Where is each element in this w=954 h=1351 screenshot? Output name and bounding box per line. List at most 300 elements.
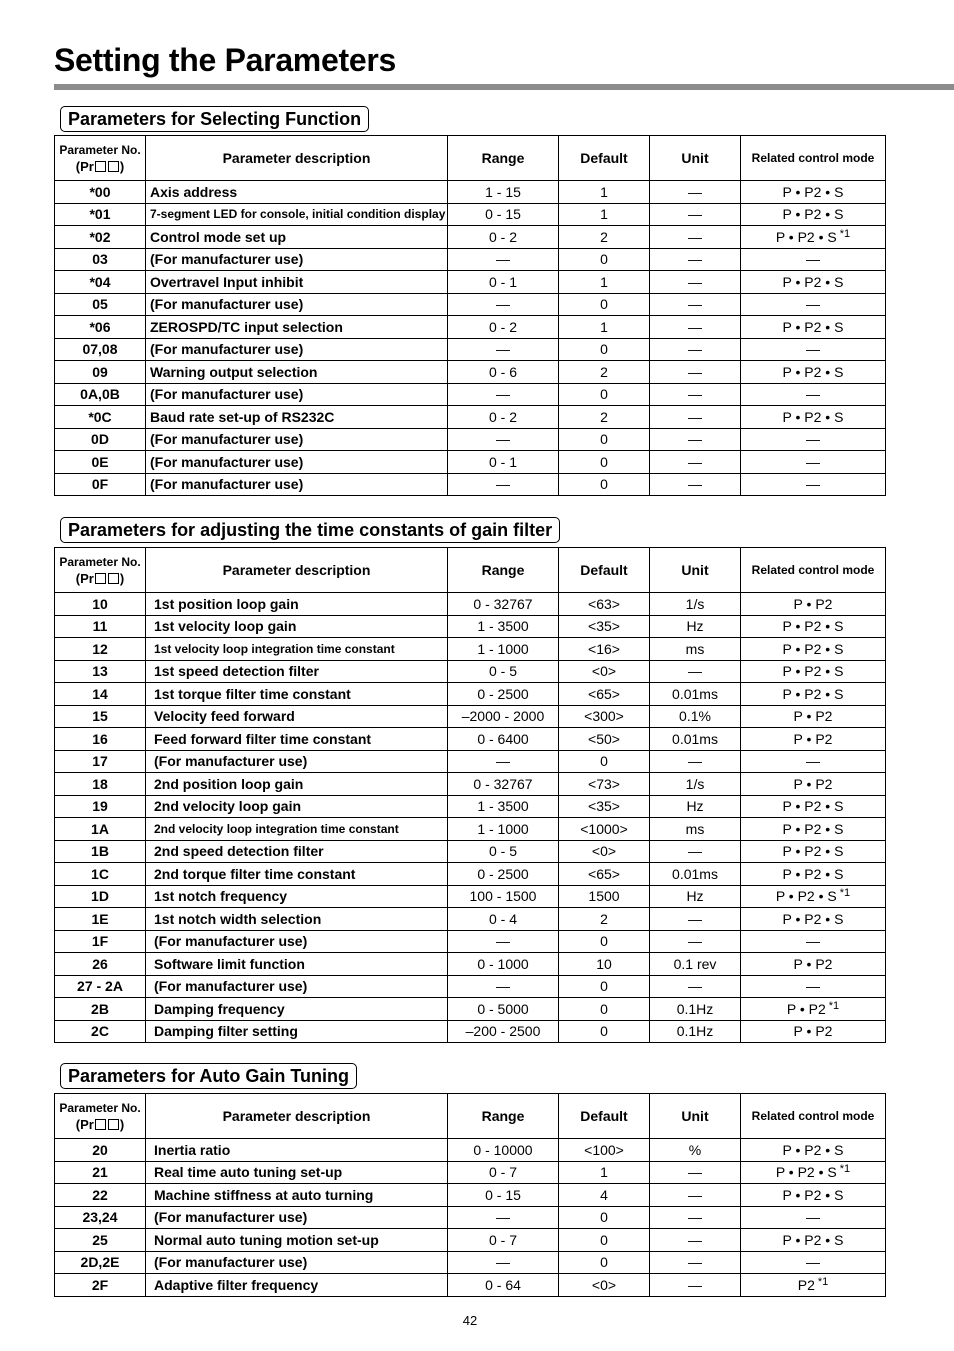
range-cell: –200 - 2500 xyxy=(448,1020,559,1043)
table-row xyxy=(55,1251,886,1274)
control-mode-cell xyxy=(741,885,886,908)
unit-cell: 1/s xyxy=(650,593,741,616)
control-mode-cell xyxy=(741,181,886,204)
unit-cell: — xyxy=(650,361,741,384)
control-mode-value: P • P2 • S xyxy=(782,820,844,837)
control-mode-cell xyxy=(741,975,886,998)
table-row xyxy=(55,728,886,751)
range-cell: 0 - 1 xyxy=(448,451,559,474)
control-mode-cell xyxy=(741,1184,886,1207)
unit-cell: 0.01ms xyxy=(650,728,741,751)
param-description-cell: (For manufacturer use) xyxy=(146,338,448,361)
default-cell: 2 xyxy=(559,226,650,249)
table-row xyxy=(55,1139,886,1162)
range-cell: 0 - 4 xyxy=(448,908,559,931)
unit-cell: — xyxy=(650,338,741,361)
table-row xyxy=(55,705,886,728)
control-mode-value: P • P2 • S xyxy=(782,618,844,635)
control-mode-cell xyxy=(741,428,886,451)
header-description: Parameter description xyxy=(146,136,448,181)
range-cell: 1 - 1000 xyxy=(448,818,559,841)
unit-cell: Hz xyxy=(650,615,741,638)
range-cell: 0 - 2 xyxy=(448,316,559,339)
param-no-cell: 2F xyxy=(55,1274,146,1297)
unit-cell: — xyxy=(650,750,741,773)
unit-cell: — xyxy=(650,203,741,226)
title-rule xyxy=(54,84,954,90)
param-no-cell: 10 xyxy=(55,593,146,616)
param-description-cell: Software limit function xyxy=(146,953,448,976)
default-cell: <100> xyxy=(559,1139,650,1162)
control-mode-cell xyxy=(741,660,886,683)
param-no-cell: 1D xyxy=(55,885,146,908)
control-mode-value: P • P2 xyxy=(793,775,833,792)
control-mode-value: P • P2 • S xyxy=(782,798,844,815)
table-row xyxy=(55,293,886,316)
default-cell: 2 xyxy=(559,406,650,429)
default-cell: 0 xyxy=(559,1020,650,1043)
control-mode-cell xyxy=(741,473,886,496)
table-row xyxy=(55,750,886,773)
default-cell: 0 xyxy=(559,1206,650,1229)
table-row xyxy=(55,683,886,706)
control-mode-value: — xyxy=(806,1254,820,1271)
control-mode-value: — xyxy=(806,431,820,448)
digit-box-icon xyxy=(108,161,119,172)
table-row xyxy=(55,660,886,683)
digit-box-icon xyxy=(108,1119,119,1130)
unit-cell: — xyxy=(650,930,741,953)
param-no-cell: 2D,2E xyxy=(55,1251,146,1274)
range-cell: — xyxy=(448,338,559,361)
control-mode-cell xyxy=(741,226,886,249)
page-number: 42 xyxy=(462,1313,478,1328)
range-cell: 0 - 32767 xyxy=(448,593,559,616)
range-cell: 1 - 3500 xyxy=(448,615,559,638)
range-cell: 0 - 32767 xyxy=(448,773,559,796)
table-row xyxy=(55,975,886,998)
default-cell: <16> xyxy=(559,638,650,661)
section-title-auto-gain-tuning: Parameters for Auto Gain Tuning xyxy=(60,1063,357,1089)
default-cell: <0> xyxy=(559,840,650,863)
param-no-cell: 12 xyxy=(55,638,146,661)
param-no-cell: *01 xyxy=(55,203,146,226)
control-mode-value: P • P2 • S xyxy=(782,1231,844,1248)
control-mode-cell xyxy=(741,271,886,294)
footnote-marker: *1 xyxy=(828,999,840,1012)
unit-cell: 0.01ms xyxy=(650,863,741,886)
table-row xyxy=(55,840,886,863)
control-mode-value: P • P2 • S xyxy=(782,910,844,927)
control-mode-cell xyxy=(741,773,886,796)
unit-cell: — xyxy=(650,226,741,249)
header-param-no-label: Parameter No. xyxy=(59,142,141,157)
param-description-cell: 2nd velocity loop gain xyxy=(146,795,448,818)
param-description-cell: 2nd velocity loop integration time constant xyxy=(146,818,448,841)
header-param-no xyxy=(55,1094,146,1139)
unit-cell: ms xyxy=(650,818,741,841)
param-no-cell: *04 xyxy=(55,271,146,294)
control-mode-value: P • P2 xyxy=(793,708,833,725)
param-description-cell: (For manufacturer use) xyxy=(146,293,448,316)
default-cell: 1500 xyxy=(559,885,650,908)
control-mode-cell xyxy=(741,795,886,818)
param-description-cell: (For manufacturer use) xyxy=(146,930,448,953)
unit-cell: % xyxy=(650,1139,741,1162)
page-title: Setting the Parameters xyxy=(54,42,396,78)
default-cell: 0 xyxy=(559,998,650,1021)
param-no-cell: 21 xyxy=(55,1161,146,1184)
default-cell: 2 xyxy=(559,361,650,384)
param-no-cell: 27 - 2A xyxy=(55,975,146,998)
param-no-cell: *00 xyxy=(55,181,146,204)
header-related-mode: Related control mode xyxy=(741,1094,886,1139)
control-mode-value: — xyxy=(806,978,820,995)
header-unit: Unit xyxy=(650,548,741,593)
unit-cell: 0.1Hz xyxy=(650,998,741,1021)
control-mode-cell xyxy=(741,1206,886,1229)
control-mode-value: — xyxy=(806,476,820,493)
unit-cell: — xyxy=(650,1161,741,1184)
unit-cell: 0.1% xyxy=(650,705,741,728)
table-header-row xyxy=(55,548,886,593)
table-row xyxy=(55,615,886,638)
control-mode-cell xyxy=(741,361,886,384)
unit-cell: — xyxy=(650,1206,741,1229)
control-mode-value: — xyxy=(806,341,820,358)
control-mode-value: P • P2 • S xyxy=(782,408,844,425)
param-no-cell: 0E xyxy=(55,451,146,474)
table-row xyxy=(55,885,886,908)
param-no-cell: *06 xyxy=(55,316,146,339)
control-mode-cell xyxy=(741,338,886,361)
unit-cell: — xyxy=(650,428,741,451)
table-auto-gain-tuning xyxy=(54,1093,886,1297)
param-description-cell: (For manufacturer use) xyxy=(146,1251,448,1274)
range-cell: 0 - 5 xyxy=(448,840,559,863)
param-no-cell: 1C xyxy=(55,863,146,886)
table-row xyxy=(55,638,886,661)
header-param-no-suffix: ) xyxy=(119,1116,125,1132)
control-mode-value: P • P2 • S xyxy=(782,685,844,702)
param-description-cell: (For manufacturer use) xyxy=(146,1206,448,1229)
range-cell: 0 - 15 xyxy=(448,203,559,226)
range-cell: — xyxy=(448,293,559,316)
header-range: Range xyxy=(448,548,559,593)
param-description-cell: 1st velocity loop gain xyxy=(146,615,448,638)
param-no-cell: 19 xyxy=(55,795,146,818)
table-row xyxy=(55,953,886,976)
param-description-cell: (For manufacturer use) xyxy=(146,750,448,773)
param-description-cell: Real time auto tuning set-up xyxy=(146,1161,448,1184)
control-mode-value: P • P2 • S xyxy=(782,206,844,223)
table-row xyxy=(55,338,886,361)
control-mode-value: — xyxy=(806,753,820,770)
range-cell: 0 - 1000 xyxy=(448,953,559,976)
table-row xyxy=(55,181,886,204)
param-no-cell: 0A,0B xyxy=(55,383,146,406)
control-mode-cell xyxy=(741,705,886,728)
control-mode-cell xyxy=(741,728,886,751)
range-cell: 1 - 15 xyxy=(448,181,559,204)
unit-cell: — xyxy=(650,451,741,474)
param-description-cell: ZEROSPD/TC input selection xyxy=(146,316,448,339)
table-row xyxy=(55,451,886,474)
control-mode-value: — xyxy=(806,386,820,403)
default-cell: 0 xyxy=(559,451,650,474)
default-cell: 0 xyxy=(559,428,650,451)
table-row xyxy=(55,998,886,1021)
control-mode-value: P • P2 xyxy=(786,1000,826,1017)
control-mode-value: P • P2 • S xyxy=(782,663,844,680)
param-no-cell: 23,24 xyxy=(55,1206,146,1229)
header-range: Range xyxy=(448,136,559,181)
header-default: Default xyxy=(559,548,650,593)
control-mode-value: P2 xyxy=(797,1276,815,1293)
unit-cell: — xyxy=(650,1229,741,1252)
range-cell: 0 - 7 xyxy=(448,1229,559,1252)
control-mode-value: P • P2 • S xyxy=(782,273,844,290)
digit-box-icon xyxy=(95,573,106,584)
param-description-cell: Adaptive filter frequency xyxy=(146,1274,448,1297)
control-mode-cell xyxy=(741,1229,886,1252)
control-mode-value: P • P2 xyxy=(793,595,833,612)
param-description-cell: 7-segment LED for console, initial condition display xyxy=(146,203,448,226)
default-cell: 0 xyxy=(559,750,650,773)
default-cell: 0 xyxy=(559,293,650,316)
param-description-cell: 1st notch width selection xyxy=(146,908,448,931)
table-row xyxy=(55,1274,886,1297)
default-cell: 10 xyxy=(559,953,650,976)
range-cell: — xyxy=(448,975,559,998)
control-mode-cell xyxy=(741,683,886,706)
param-description-cell: Warning output selection xyxy=(146,361,448,384)
param-no-cell: 2C xyxy=(55,1020,146,1043)
header-related-mode: Related control mode xyxy=(741,548,886,593)
param-no-cell: 09 xyxy=(55,361,146,384)
default-cell: <35> xyxy=(559,615,650,638)
table-row xyxy=(55,383,886,406)
param-description-cell: Machine stiffness at auto turning xyxy=(146,1184,448,1207)
default-cell: 0 xyxy=(559,338,650,361)
control-mode-value: P • P2 • S xyxy=(782,843,844,860)
control-mode-value: — xyxy=(806,251,820,268)
unit-cell: ms xyxy=(650,638,741,661)
param-description-cell: (For manufacturer use) xyxy=(146,428,448,451)
param-description-cell: Baud rate set-up of RS232C xyxy=(146,406,448,429)
control-mode-cell xyxy=(741,750,886,773)
table-row xyxy=(55,1161,886,1184)
param-description-cell: (For manufacturer use) xyxy=(146,975,448,998)
default-cell: <63> xyxy=(559,593,650,616)
header-param-no xyxy=(55,136,146,181)
unit-cell: — xyxy=(650,293,741,316)
header-unit: Unit xyxy=(650,1094,741,1139)
header-param-no-suffix: ) xyxy=(119,158,125,174)
default-cell: 0 xyxy=(559,383,650,406)
default-cell: <35> xyxy=(559,795,650,818)
control-mode-cell xyxy=(741,1139,886,1162)
range-cell: 100 - 1500 xyxy=(448,885,559,908)
table-row xyxy=(55,930,886,953)
unit-cell: Hz xyxy=(650,885,741,908)
range-cell: 0 - 64 xyxy=(448,1274,559,1297)
unit-cell: — xyxy=(650,975,741,998)
range-cell: — xyxy=(448,473,559,496)
control-mode-cell xyxy=(741,451,886,474)
default-cell: 0 xyxy=(559,975,650,998)
control-mode-value: P • P2 • S xyxy=(782,1141,844,1158)
header-param-no-format xyxy=(55,159,145,174)
default-cell: 1 xyxy=(559,203,650,226)
range-cell: 0 - 2500 xyxy=(448,863,559,886)
table-row xyxy=(55,361,886,384)
unit-cell: 0.01ms xyxy=(650,683,741,706)
header-param-no-format xyxy=(55,1117,145,1132)
table-row xyxy=(55,863,886,886)
header-param-no-format xyxy=(55,571,145,586)
table-selecting-function xyxy=(54,135,886,496)
default-cell: <73> xyxy=(559,773,650,796)
control-mode-value: P • P2 xyxy=(793,730,833,747)
range-cell: 0 - 15 xyxy=(448,1184,559,1207)
control-mode-cell xyxy=(741,593,886,616)
unit-cell: Hz xyxy=(650,795,741,818)
default-cell: <0> xyxy=(559,660,650,683)
param-description-cell: Overtravel Input inhibit xyxy=(146,271,448,294)
range-cell: 0 - 5 xyxy=(448,660,559,683)
param-description-cell: 1st speed detection filter xyxy=(146,660,448,683)
unit-cell: — xyxy=(650,660,741,683)
header-param-no-prefix: (Pr xyxy=(75,1116,94,1132)
digit-box-icon xyxy=(95,1119,106,1130)
table-row xyxy=(55,428,886,451)
control-mode-cell xyxy=(741,930,886,953)
control-mode-value: — xyxy=(806,453,820,470)
control-mode-cell xyxy=(741,248,886,271)
unit-cell: — xyxy=(650,271,741,294)
header-default: Default xyxy=(559,136,650,181)
param-description-cell: (For manufacturer use) xyxy=(146,473,448,496)
table-row xyxy=(55,773,886,796)
param-description-cell: 1st torque filter time constant xyxy=(146,683,448,706)
range-cell: 0 - 6 xyxy=(448,361,559,384)
param-description-cell: Control mode set up xyxy=(146,226,448,249)
table-row xyxy=(55,406,886,429)
table-row xyxy=(55,1206,886,1229)
param-no-cell: 1A xyxy=(55,818,146,841)
control-mode-cell xyxy=(741,203,886,226)
range-cell: 0 - 6400 xyxy=(448,728,559,751)
default-cell: 0 xyxy=(559,930,650,953)
param-description-cell: 1st velocity loop integration time constant xyxy=(146,638,448,661)
param-description-cell: Normal auto tuning motion set-up xyxy=(146,1229,448,1252)
default-cell: 0 xyxy=(559,1229,650,1252)
control-mode-cell xyxy=(741,1274,886,1297)
unit-cell: — xyxy=(650,181,741,204)
control-mode-value: P • P2 • S xyxy=(782,1186,844,1203)
control-mode-cell xyxy=(741,1020,886,1043)
param-no-cell: *0C xyxy=(55,406,146,429)
header-related-mode: Related control mode xyxy=(741,136,886,181)
param-no-cell: 26 xyxy=(55,953,146,976)
default-cell: <65> xyxy=(559,863,650,886)
footnote-marker: *1 xyxy=(839,1163,851,1176)
default-cell: 1 xyxy=(559,181,650,204)
table-gain-filter xyxy=(54,547,886,1043)
table-row xyxy=(55,248,886,271)
param-no-cell: 11 xyxy=(55,615,146,638)
unit-cell: — xyxy=(650,316,741,339)
param-no-cell: 14 xyxy=(55,683,146,706)
unit-cell: — xyxy=(650,1274,741,1297)
default-cell: 1 xyxy=(559,271,650,294)
param-description-cell: (For manufacturer use) xyxy=(146,248,448,271)
table-row xyxy=(55,226,886,249)
digit-box-icon xyxy=(95,161,106,172)
param-description-cell: (For manufacturer use) xyxy=(146,383,448,406)
param-no-cell: 22 xyxy=(55,1184,146,1207)
table-header-row xyxy=(55,136,886,181)
control-mode-value: P • P2 • S xyxy=(775,228,837,245)
param-no-cell: 18 xyxy=(55,773,146,796)
unit-cell: 0.1 rev xyxy=(650,953,741,976)
default-cell: <50> xyxy=(559,728,650,751)
control-mode-value: P • P2 • S xyxy=(782,183,844,200)
param-description-cell: Inertia ratio xyxy=(146,1139,448,1162)
unit-cell: 0.1Hz xyxy=(650,1020,741,1043)
param-description-cell: 2nd torque filter time constant xyxy=(146,863,448,886)
digit-box-icon xyxy=(108,573,119,584)
default-cell: <0> xyxy=(559,1274,650,1297)
footnote-marker: *1 xyxy=(817,1275,829,1288)
control-mode-value: P • P2 • S xyxy=(782,363,844,380)
header-param-no-suffix: ) xyxy=(119,570,125,586)
control-mode-cell xyxy=(741,953,886,976)
param-no-cell: 1E xyxy=(55,908,146,931)
header-param-no-label: Parameter No. xyxy=(59,554,141,569)
table-row xyxy=(55,1020,886,1043)
control-mode-cell xyxy=(741,316,886,339)
control-mode-cell xyxy=(741,818,886,841)
param-description-cell: Damping filter setting xyxy=(146,1020,448,1043)
table-row xyxy=(55,593,886,616)
header-unit: Unit xyxy=(650,136,741,181)
param-description-cell: 1st position loop gain xyxy=(146,593,448,616)
table-row xyxy=(55,473,886,496)
table-row xyxy=(55,908,886,931)
control-mode-value: — xyxy=(806,296,820,313)
range-cell: — xyxy=(448,383,559,406)
default-cell: 1 xyxy=(559,316,650,339)
control-mode-value: P • P2 • S xyxy=(782,318,844,335)
control-mode-cell xyxy=(741,406,886,429)
control-mode-cell xyxy=(741,1161,886,1184)
default-cell: 0 xyxy=(559,473,650,496)
table-row xyxy=(55,1229,886,1252)
param-no-cell: 1F xyxy=(55,930,146,953)
param-description-cell: 2nd position loop gain xyxy=(146,773,448,796)
param-description-cell: Feed forward filter time constant xyxy=(146,728,448,751)
param-no-cell: 13 xyxy=(55,660,146,683)
control-mode-value: P • P2 • S xyxy=(782,640,844,657)
range-cell: 0 - 5000 xyxy=(448,998,559,1021)
param-description-cell: Damping frequency xyxy=(146,998,448,1021)
control-mode-cell xyxy=(741,998,886,1021)
table-row xyxy=(55,818,886,841)
unit-cell: — xyxy=(650,248,741,271)
default-cell: 0 xyxy=(559,248,650,271)
